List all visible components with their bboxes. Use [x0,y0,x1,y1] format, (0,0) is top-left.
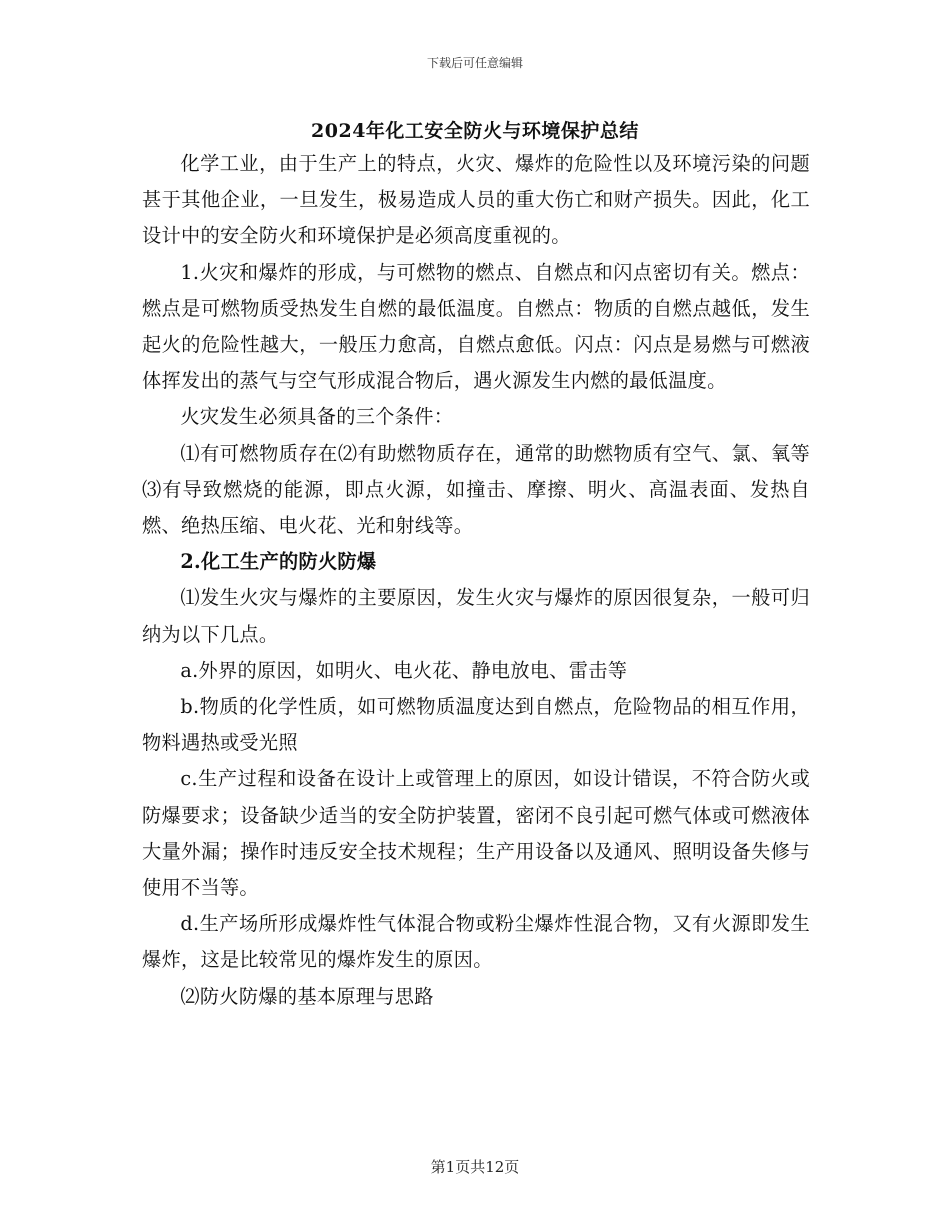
fire-conditions-list: ⑴有可燃物质存在⑵有助燃物质存在，通常的助燃物质有空气、氯、氧等⑶有导致燃烧的能源，即点火源，如撞击、摩擦、明火、高温表面、发热自燃、绝热压缩、电火花、光和射线等。 [142,441,810,538]
fire-explosion-formation-paragraph: 1.火灾和爆炸的形成，与可燃物的燃点、自燃点和闪点密切有关。燃点：燃点是可燃物质受热发生自燃的最低温度。自燃点：物质的自燃点越低，发生起火的危险性越大，一般压力愈高，自燃点愈低。闪点：闪点是易燃与可燃液体挥发出的蒸气与空气形成混合物后，遇火源发生内燃的最低温度。 [142,260,810,393]
fire-conditions-intro: 火灾发生必须具备的三个条件： [180,405,454,429]
document-body [142,146,810,1015]
page-number-footer: 第1页共12页 [430,1158,520,1176]
document-title: 2024年化工安全防火与环境保护总结 [311,120,639,142]
intro-paragraph: 化学工业，由于生产上的特点，火灾、爆炸的危险性以及环境污染的问题甚于其他企业，一旦发生，极易造成人员的重大伤亡和财产损失。因此，化工设计中的安全防火和环境保护是必须高度重视的。 [142,152,810,248]
cause-item-d: d.生产场所形成爆炸性气体混合物或粉尘爆炸性混合物，又有火源即发生爆炸，这是比较常见的爆炸发生的原因。 [142,912,810,972]
section-heading-fire-prevention: 2.化工生产的防火防爆 [180,550,377,574]
page-header-note: 下载后可任意编辑 [426,56,523,70]
principles-subheading: ⑵防火防爆的基本原理与思路 [180,984,434,1008]
causes-intro-paragraph: ⑴发生火灾与爆炸的主要原因，发生火灾与爆炸的原因很复杂，一般可归纳为以下几点。 [142,586,810,646]
cause-item-b: b.物质的化学性质，如可燃物质温度达到自燃点，危险物品的相互作用，物料遇热或受光照 [142,695,810,755]
cause-item-c: c.生产过程和设备在设计上或管理上的原因，如设计错误，不符合防火或防爆要求；设备缺少适当的安全防护装置，密闭不良引起可燃气体或可燃液体大量外漏；操作时违反安全技术规程；生产用设备以及通风、照明设备失修与使用不当等。 [142,767,810,900]
cause-item-a: a.外界的原因，如明火、电火花、静电放电、雷击等 [180,658,628,682]
